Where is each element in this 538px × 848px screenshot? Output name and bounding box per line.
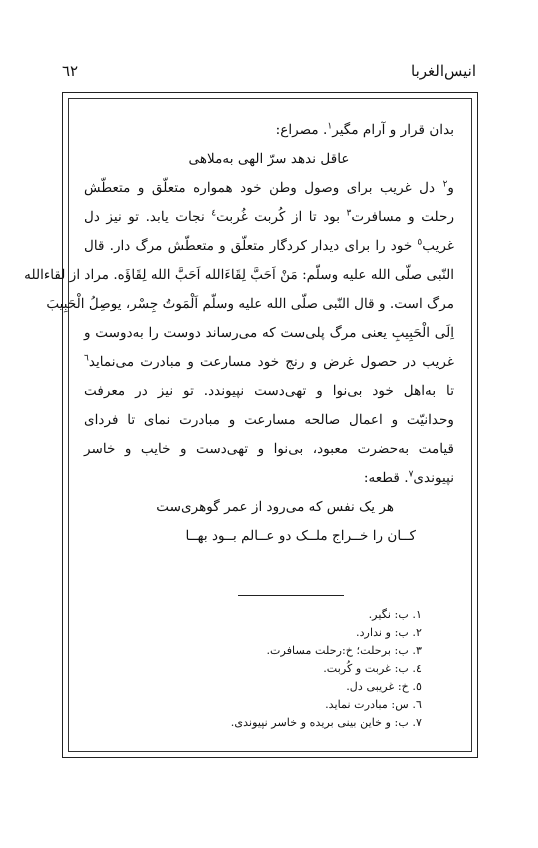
text-line: وحدانیّت و اعمال صالحه مسارعت و مبادرت نمای تا فردای — [84, 412, 454, 428]
text-run: رحلت و مسافرت — [351, 209, 455, 225]
footnotes — [84, 606, 422, 732]
text-line — [84, 232, 454, 261]
text-run: نپیوندی — [413, 470, 454, 486]
text-run: و — [447, 180, 454, 196]
page-header — [62, 62, 476, 86]
text-line: النّبی صلّی الله علیه وسلّم: مَنْ اَحَبَّ لِقَاءَالله اَحَبَّ الله لِقَاؤَه. مراد از لقاءالله — [24, 267, 454, 283]
footnote: ٦. س: مبادرت نماید. — [325, 698, 422, 711]
text-run: نجات یابد. تو نیز دل — [84, 209, 212, 225]
text-line: قیامت به‌حضرت معبود، بی‌نوا و تهی‌دست و خایب و خاسر — [84, 441, 454, 457]
verse-line: عاقل ندهد سرّ الهی به‌ملاهی — [188, 151, 350, 167]
footnote-ref: ١ — [327, 121, 333, 132]
footnote-ref: ٦ — [84, 353, 89, 364]
text-run: خود را برای دیدار کردگار متعلّق و متعطّش مرگ دار. قال — [84, 238, 418, 254]
text-line — [84, 116, 454, 145]
text-run: بدان قرار و آرام مگیر — [332, 122, 454, 138]
footnote-ref: ٥ — [417, 237, 423, 248]
footnote-ref: ٢ — [442, 179, 448, 190]
text-run: . قطعه: — [363, 470, 409, 486]
text-line — [84, 348, 454, 377]
text-run: غریب — [422, 238, 454, 254]
text-run: دل غریب برای وصول وطن خود همواره متعلّق و متعطّش — [84, 180, 443, 196]
main-text — [24, 116, 455, 551]
footnote-ref: ٤ — [211, 208, 217, 219]
footnote: ١. ب: نگیر. — [368, 608, 422, 621]
footnote: ٤. ب: غربت و کُربت. — [323, 662, 422, 675]
footnote: ٣. ب: برحلت؛ خ:رحلت مسافرت. — [266, 644, 422, 657]
book-title: انیس‌الغربا — [411, 62, 476, 80]
text-run: . مصراع: — [275, 122, 328, 138]
verse-line: کــان را خــراج ملــک دو عــالم بــود بهــا — [185, 528, 416, 544]
page-number: ٦٢ — [62, 62, 79, 80]
text-line: اِلَی الْحَبِیبِ یعنی مرگ پلی‌ست که می‌رساند دوست را به‌دوست و — [84, 325, 454, 341]
text-run: غریب در حصول غرض و رنج خود مسارعت و مبادرت می‌نماید — [88, 354, 454, 370]
footnote-ref: ٣ — [346, 208, 352, 219]
text-line — [84, 174, 454, 203]
text-line — [84, 464, 454, 493]
text-line — [84, 203, 454, 232]
text-line: تا به‌اهل خود بی‌نوا و تهی‌دست نپیوندد. تو نیز در معرفت — [84, 383, 454, 399]
text-line: مرگ است. و قال النّبی صلّی الله علیه وسلّم اَلْمَوتُ جِسْر، یوصِلُ الْحَبِیبَ — [46, 296, 454, 312]
footnote: ٧. ب: و خاین بینی بریده و خاسر نپیوندی. — [230, 716, 422, 729]
footnote-ref: ٧ — [408, 469, 414, 480]
footnote: ٥. خ: غریبی دل. — [346, 680, 422, 693]
text-run: بود تا از کُربت غُربت — [216, 209, 347, 225]
footnote-separator — [238, 595, 344, 596]
verse-line: هر یک نفس که می‌رود از عمر گوهری‌ست — [156, 499, 394, 515]
footnote: ٢. ب: و ندارد. — [356, 626, 422, 639]
